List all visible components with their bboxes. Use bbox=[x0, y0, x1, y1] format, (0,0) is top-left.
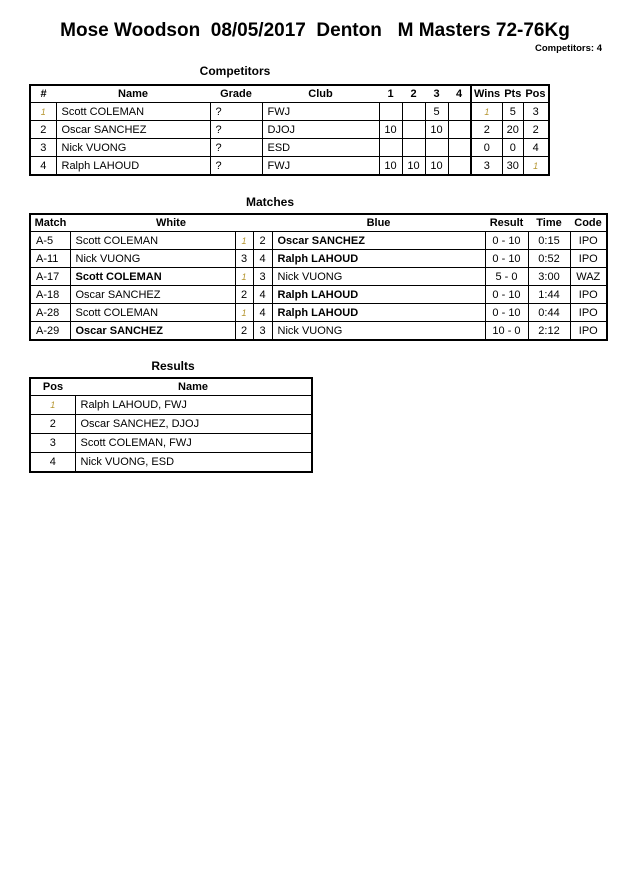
table-row bbox=[30, 322, 607, 341]
competitor-name: Oscar SANCHEZ bbox=[56, 121, 210, 139]
pts-cell: 20 bbox=[502, 121, 523, 139]
competitor-club: DJOJ bbox=[262, 121, 379, 139]
score-cell: 10 bbox=[425, 157, 448, 176]
score-cell bbox=[425, 139, 448, 157]
blue-num: 3 bbox=[253, 322, 272, 341]
result-pos: 1 bbox=[30, 396, 75, 415]
blue-name: Nick VUONG bbox=[272, 322, 485, 341]
score-cell bbox=[448, 103, 471, 121]
competitors-table bbox=[29, 84, 550, 176]
time-cell: 3:00 bbox=[528, 268, 570, 286]
competitors-count-label: Competitors: 4 bbox=[534, 43, 602, 54]
blue-name: Ralph LAHOUD bbox=[272, 250, 485, 268]
match-id: A-18 bbox=[30, 286, 70, 304]
code-cell: IPO bbox=[570, 232, 607, 250]
col-header-result: Result bbox=[485, 214, 528, 232]
score-cell: 5 bbox=[425, 103, 448, 121]
col-header-round2: 2 bbox=[402, 85, 425, 103]
table-row bbox=[30, 434, 312, 453]
table-row bbox=[30, 232, 607, 250]
matches-header-row bbox=[30, 214, 607, 232]
time-cell: 1:44 bbox=[528, 286, 570, 304]
score-cell bbox=[402, 121, 425, 139]
code-cell: IPO bbox=[570, 286, 607, 304]
result-name: Scott COLEMAN, FWJ bbox=[75, 434, 312, 453]
col-header-pos: Pos bbox=[30, 378, 75, 396]
competitor-grade: ? bbox=[210, 139, 262, 157]
result-name: Nick VUONG, ESD bbox=[75, 453, 312, 473]
competitor-club: FWJ bbox=[262, 157, 379, 176]
result-name: Oscar SANCHEZ, DJOJ bbox=[75, 415, 312, 434]
col-header-code: Code bbox=[570, 214, 607, 232]
wins-cell: 0 bbox=[471, 139, 502, 157]
competitor-name: Nick VUONG bbox=[56, 139, 210, 157]
table-row bbox=[30, 103, 549, 121]
table-row bbox=[30, 304, 607, 322]
results-table bbox=[29, 377, 313, 473]
code-cell: IPO bbox=[570, 322, 607, 341]
result-cell: 0 - 10 bbox=[485, 250, 528, 268]
competitor-num: 1 bbox=[30, 103, 56, 121]
col-header-name: Name bbox=[56, 85, 210, 103]
table-row bbox=[30, 250, 607, 268]
competitors-heading: Competitors bbox=[199, 64, 271, 78]
result-cell: 0 - 10 bbox=[485, 286, 528, 304]
time-cell: 0:15 bbox=[528, 232, 570, 250]
matches-table bbox=[29, 213, 608, 341]
match-id: A-11 bbox=[30, 250, 70, 268]
score-cell: 10 bbox=[379, 121, 402, 139]
white-num: 3 bbox=[235, 250, 253, 268]
white-num: 1 bbox=[235, 268, 253, 286]
score-cell bbox=[379, 103, 402, 121]
blue-name: Oscar SANCHEZ bbox=[272, 232, 485, 250]
pts-cell: 0 bbox=[502, 139, 523, 157]
blue-num: 2 bbox=[253, 232, 272, 250]
col-header-round3: 3 bbox=[425, 85, 448, 103]
score-cell bbox=[448, 139, 471, 157]
table-row bbox=[30, 121, 549, 139]
blue-num: 4 bbox=[253, 250, 272, 268]
pos-cell: 1 bbox=[523, 157, 548, 176]
competitor-grade: ? bbox=[210, 157, 262, 176]
competitor-num: 3 bbox=[30, 139, 56, 157]
time-cell: 2:12 bbox=[528, 322, 570, 341]
competitors-header-row bbox=[30, 85, 549, 103]
pos-cell: 3 bbox=[523, 103, 548, 121]
col-header-club: Club bbox=[262, 85, 379, 103]
wins-cell: 3 bbox=[471, 157, 502, 176]
match-id: A-29 bbox=[30, 322, 70, 341]
score-cell: 10 bbox=[425, 121, 448, 139]
page-title: Mose Woodson 08/05/2017 Denton M Masters 72-76Kg bbox=[60, 20, 570, 41]
white-num: 1 bbox=[235, 304, 253, 322]
col-header-pos: Pos bbox=[523, 85, 548, 103]
table-row bbox=[30, 396, 312, 415]
white-num: 2 bbox=[235, 286, 253, 304]
col-header-time: Time bbox=[528, 214, 570, 232]
col-header-round1: 1 bbox=[379, 85, 402, 103]
white-name: Oscar SANCHEZ bbox=[70, 322, 235, 341]
match-id: A-28 bbox=[30, 304, 70, 322]
blue-num: 4 bbox=[253, 304, 272, 322]
competitor-num: 2 bbox=[30, 121, 56, 139]
result-cell: 0 - 10 bbox=[485, 232, 528, 250]
col-header-name: Name bbox=[75, 378, 312, 396]
white-name: Scott COLEMAN bbox=[70, 304, 235, 322]
competitor-grade: ? bbox=[210, 103, 262, 121]
col-header-blue: Blue bbox=[272, 214, 485, 232]
result-pos: 2 bbox=[30, 415, 75, 434]
white-name: Scott COLEMAN bbox=[70, 268, 235, 286]
wins-cell: 2 bbox=[471, 121, 502, 139]
blue-name: Ralph LAHOUD bbox=[272, 304, 485, 322]
score-cell bbox=[448, 157, 471, 176]
result-cell: 5 - 0 bbox=[485, 268, 528, 286]
match-id: A-5 bbox=[30, 232, 70, 250]
wins-cell: 1 bbox=[471, 103, 502, 121]
blue-name: Ralph LAHOUD bbox=[272, 286, 485, 304]
score-cell bbox=[379, 139, 402, 157]
white-name: Oscar SANCHEZ bbox=[70, 286, 235, 304]
competitor-name: Ralph LAHOUD bbox=[56, 157, 210, 176]
result-pos: 3 bbox=[30, 434, 75, 453]
pts-cell: 5 bbox=[502, 103, 523, 121]
competitor-num: 4 bbox=[30, 157, 56, 176]
table-row bbox=[30, 286, 607, 304]
col-header-white: White bbox=[70, 214, 272, 232]
code-cell: IPO bbox=[570, 250, 607, 268]
white-num: 2 bbox=[235, 322, 253, 341]
time-cell: 0:44 bbox=[528, 304, 570, 322]
score-cell bbox=[402, 139, 425, 157]
blue-num: 3 bbox=[253, 268, 272, 286]
competitor-grade: ? bbox=[210, 121, 262, 139]
blue-num: 4 bbox=[253, 286, 272, 304]
white-name: Nick VUONG bbox=[70, 250, 235, 268]
result-cell: 10 - 0 bbox=[485, 322, 528, 341]
code-cell: IPO bbox=[570, 304, 607, 322]
score-cell: 10 bbox=[402, 157, 425, 176]
score-cell: 10 bbox=[379, 157, 402, 176]
table-row bbox=[30, 139, 549, 157]
blue-name: Nick VUONG bbox=[272, 268, 485, 286]
table-row bbox=[30, 453, 312, 473]
pos-cell: 4 bbox=[523, 139, 548, 157]
col-header-num: # bbox=[30, 85, 56, 103]
matches-heading: Matches bbox=[245, 195, 295, 209]
match-id: A-17 bbox=[30, 268, 70, 286]
col-header-match: Match bbox=[30, 214, 70, 232]
white-name: Scott COLEMAN bbox=[70, 232, 235, 250]
score-cell bbox=[402, 103, 425, 121]
results-heading: Results bbox=[151, 359, 195, 373]
competitor-name: Scott COLEMAN bbox=[56, 103, 210, 121]
table-row bbox=[30, 415, 312, 434]
result-cell: 0 - 10 bbox=[485, 304, 528, 322]
col-header-round4: 4 bbox=[448, 85, 471, 103]
white-num: 1 bbox=[235, 232, 253, 250]
pos-cell: 2 bbox=[523, 121, 548, 139]
score-cell bbox=[448, 121, 471, 139]
col-header-pts: Pts bbox=[502, 85, 523, 103]
result-name: Ralph LAHOUD, FWJ bbox=[75, 396, 312, 415]
col-header-grade: Grade bbox=[210, 85, 262, 103]
result-pos: 4 bbox=[30, 453, 75, 473]
results-header-row bbox=[30, 378, 312, 396]
competitor-club: ESD bbox=[262, 139, 379, 157]
time-cell: 0:52 bbox=[528, 250, 570, 268]
pts-cell: 30 bbox=[502, 157, 523, 176]
table-row bbox=[30, 157, 549, 176]
col-header-wins: Wins bbox=[471, 85, 502, 103]
code-cell: WAZ bbox=[570, 268, 607, 286]
table-row bbox=[30, 268, 607, 286]
competitor-club: FWJ bbox=[262, 103, 379, 121]
